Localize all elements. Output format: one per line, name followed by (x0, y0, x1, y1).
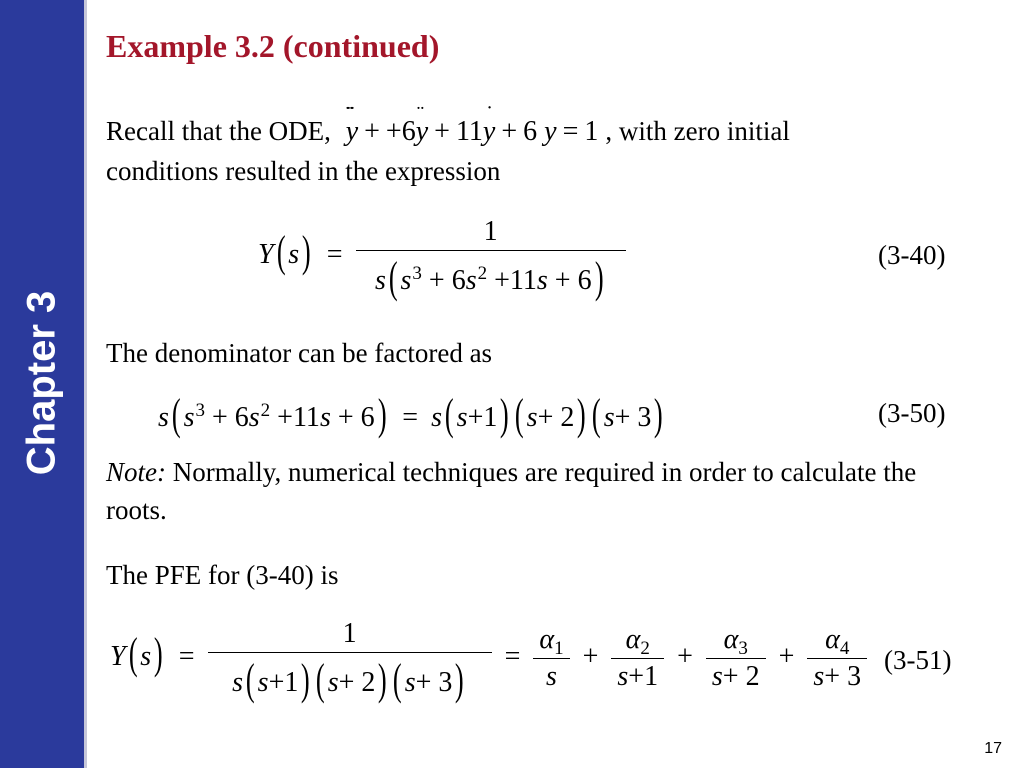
eq50-s-sq: s (248, 402, 260, 433)
equation-3-40 (258, 216, 626, 302)
eq51-Y: Y (110, 640, 126, 672)
alpha-3: α (723, 624, 739, 655)
ode-plus-3: + (501, 116, 518, 147)
eq50-11: +11 (277, 402, 320, 433)
alpha-3-index: 3 (738, 638, 748, 659)
eq51-equals-1: = (178, 640, 195, 672)
paragraph-recall (106, 112, 790, 151)
eq50-f1-c: +1 (467, 402, 498, 433)
recall-tail-text: , with zero initial (605, 116, 790, 146)
eq51-f3-s: s (404, 667, 416, 698)
equation-3-51: Y( s) = $\frac{1}{s( s+1) ( s+ 2) ( s+ 3)}$ = $\frac{\alpha_1}{s}$ + $\frac{\alpha_2}{s+1}$ + $\frac{\alpha_3}{s+ 2}$ + $\frac{\alpha_4}{s+ 3}$ (110, 618, 867, 699)
sidebar-divider (84, 0, 87, 768)
paragraph-pfe: The PFE for (3-40) is (106, 560, 339, 590)
ode-coef-6a: +6 (385, 116, 416, 147)
eq50-s-lin: s (319, 402, 331, 433)
ode-equation (346, 116, 606, 147)
paragraph-recall-line2: conditions resulted in the expression (106, 156, 501, 186)
eq40-fraction (356, 216, 626, 302)
eq51-equals-2: = (504, 640, 521, 672)
eq40-den-6: + 6 (428, 265, 466, 296)
term-2-den-c: +1 (628, 661, 659, 692)
eq40-exp-2: 2 (477, 263, 488, 284)
alpha-2-index: 2 (640, 638, 650, 659)
alpha-1: α (539, 624, 555, 655)
eq51-term-4 (807, 624, 867, 693)
page-number: 17 (984, 740, 1002, 757)
ode-coef-6b: 6 (523, 116, 538, 147)
ode-y-double-dot: ¨ y (416, 113, 428, 151)
eq51-term-2 (611, 624, 664, 693)
eq50-exp-3: 3 (195, 400, 205, 421)
term-3-den-c: + 2 (722, 661, 760, 692)
alpha-4: α (825, 624, 840, 655)
eq51-numerator: 1 (342, 618, 357, 649)
eq50-f1-s: s (456, 402, 468, 433)
eq40-paren-open: ( (276, 226, 286, 276)
eq40-den-s: s (374, 265, 386, 296)
recall-lead-text: Recall that the ODE, (106, 116, 331, 146)
eq40-s: s (288, 238, 300, 270)
equation-number-3-51: (3-51) (884, 645, 952, 675)
eq51-f1-s: s (257, 667, 269, 698)
eq51-main-fraction (208, 618, 492, 704)
eq40-denominator: s( $s^3 + 6s^2 +11s + 6$) (356, 250, 626, 297)
eq40-den-s: s (536, 265, 548, 296)
eq40-equals: = (326, 238, 343, 270)
eq50-s: s (158, 402, 169, 433)
equation-number-3-50: (3-50) (878, 398, 946, 428)
equation-3-50: s( $s^3 + 6s^2 +11s + 6) = s$( s+1) ( s+ 2) ( s+ 3) (158, 390, 664, 439)
eq40-paren-close: ) (302, 226, 311, 276)
eq40-exp-3: 3 (412, 263, 422, 284)
eq40-den-s-cubed: s (400, 265, 412, 296)
eq51-plus-1: + (582, 640, 599, 672)
eq50-const: + 6 (337, 402, 375, 433)
eq50-6: + 6 (211, 402, 249, 433)
eq51-f3-c: + 3 (415, 667, 453, 698)
eq50-rhs-s: s (431, 402, 442, 433)
eq50-exp-2: 2 (260, 400, 271, 421)
ode-rhs: 1 (584, 116, 599, 147)
term-4-den-s: s (813, 661, 825, 692)
eq50-equals: = (402, 402, 419, 433)
alpha-1-index: 1 (554, 638, 564, 659)
eq50-f2-c: + 2 (537, 402, 575, 433)
eq51-plus-2: + (677, 640, 693, 672)
ode-coef-11: 11 (455, 116, 483, 147)
ode-y-triple-dot: ¨¨ y (346, 113, 358, 151)
eq51-denominator: s( s+1) ( s+ 2) ( s+ 3) (208, 652, 492, 699)
eq51-f2-c: + 2 (338, 667, 376, 698)
equation-number-3-40: (3-40) (878, 240, 946, 270)
note-label: Note: (106, 457, 166, 487)
eq40-den-const: + 6 (554, 265, 592, 296)
chapter-label: Chapter 3 (19, 290, 64, 476)
term-4-den-c: + 3 (824, 661, 862, 692)
eq51-term-3 (706, 624, 766, 693)
eq51-f1-c: +1 (268, 667, 299, 698)
eq50-f3-c: + 3 (614, 402, 652, 433)
sidebar (0, 0, 84, 768)
eq51-plus-3: + (778, 640, 795, 672)
eq51-den-s: s (232, 667, 244, 698)
eq40-den-s-sq: s (465, 265, 477, 296)
eq40-den-11: +11 (494, 265, 537, 296)
ode-plus-1: + (364, 116, 380, 147)
ode-y: y (544, 116, 557, 147)
eq40-Y: Y (258, 238, 274, 270)
eq40-numerator: 1 (483, 216, 498, 247)
eq51-f2-s: s (327, 667, 339, 698)
ode-y-dot: ˙ y (483, 113, 495, 151)
eq50-s-cubed: s (183, 402, 195, 433)
eq51-term-1 (533, 624, 569, 693)
alpha-2: α (625, 624, 641, 655)
ode-equals: = (562, 116, 579, 147)
eq50-f3-s: s (603, 402, 615, 433)
term-1-den-s: s (546, 661, 557, 692)
term-2-den-s: s (617, 661, 629, 692)
slide-title: Example 3.2 (continued) (106, 28, 440, 64)
note-paragraph (106, 453, 966, 529)
eq51-s: s (140, 640, 152, 672)
term-3-den-s: s (711, 661, 723, 692)
paragraph-denominator: The denominator can be factored as (106, 338, 493, 368)
note-text: Normally, numerical techniques are required in order to calculate the roots. (106, 457, 917, 525)
ode-plus-2: + (434, 116, 450, 147)
alpha-4-index: 4 (839, 638, 850, 659)
eq50-f2-s: s (526, 402, 538, 433)
